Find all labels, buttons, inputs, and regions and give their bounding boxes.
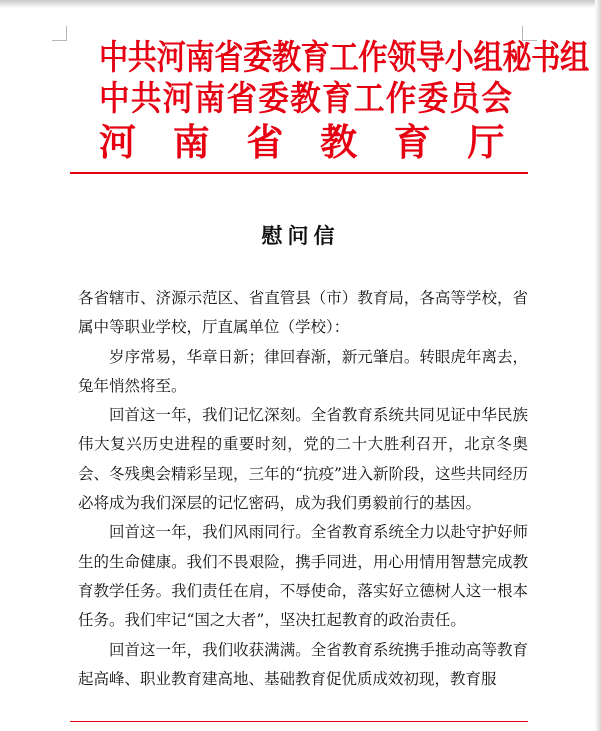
letterhead-char: 厅 bbox=[467, 120, 504, 164]
letterhead-line-2: 中共河南省委教育工作委员会 bbox=[99, 79, 514, 119]
page-right-edge bbox=[595, 0, 601, 731]
paragraph: 岁序常易，华章日新；律回春渐，新元肇启。转眼虎年离去，兔年悄然将至。 bbox=[78, 347, 528, 395]
paragraph: 回首这一年，我们风雨同行。全省教育系统全力以赴守护好师生的生命健康。我们不畏艰险，携手同进，用心用情用智慧完成教育教学任务。我们责任在肩，不辱使命，落实好立德树人这一根本任务。我们牢记“国之大者”，坚决扛起教育的政治责任。 bbox=[78, 523, 528, 630]
page-bottom-divider bbox=[70, 721, 528, 722]
page-top-shadow bbox=[0, 0, 601, 8]
letterhead-char: 省 bbox=[246, 120, 283, 164]
document-title: 慰问信 bbox=[261, 223, 340, 248]
letterhead-char: 育 bbox=[393, 120, 431, 164]
letterhead-char: 教 bbox=[320, 120, 357, 164]
paragraph: 回首这一年，我们收获满满。全省教育系统携手推动高等教育起高峰、职业教育建高地、基础教育促优质成效初现，教育服 bbox=[78, 640, 528, 688]
letterhead-line-3 bbox=[99, 121, 504, 163]
letterhead-char: 河 bbox=[99, 120, 136, 164]
letter-body bbox=[78, 284, 528, 694]
crop-mark-top-left bbox=[52, 26, 67, 41]
letterhead-line-1: 中共河南省委教育工作领导小组秘书组 bbox=[99, 38, 589, 78]
paragraph: 回首这一年，我们记忆深刻。全省教育系统共同见证中华民族伟大复兴历史进程的重要时刻，党的二十大胜利召开，北京冬奥会、冬残奥会精彩呈现，三年的“抗疫”进入新阶段，这些共同经历必将成为我们深层的记忆密码，成为我们勇毅前行的基因。 bbox=[78, 406, 528, 513]
letterhead-char: 南 bbox=[172, 120, 210, 164]
salutation: 各省辖市、济源示范区、省直管县（市）教育局，各高等学校，省属中等职业学校，厅直属单位（学校）： bbox=[78, 289, 528, 337]
letterhead-divider bbox=[70, 172, 528, 174]
